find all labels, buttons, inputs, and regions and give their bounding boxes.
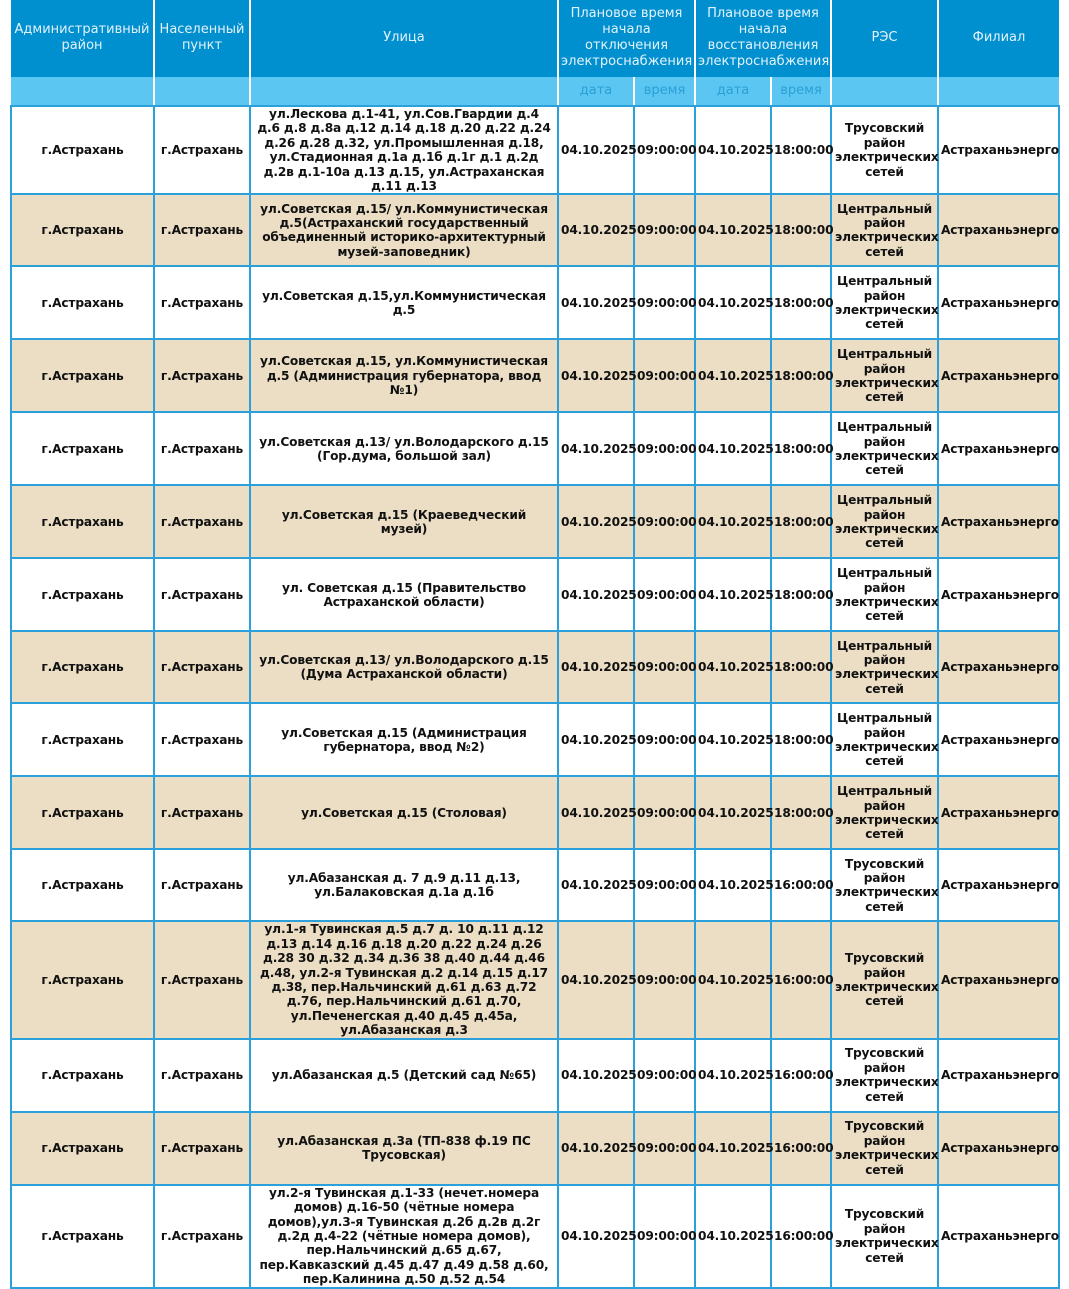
off-date-cell: 04.10.2025 xyxy=(558,1039,634,1112)
street-cell: ул.Советская д.13/ ул.Володарского д.15 (Гор.дума, большой зал) xyxy=(250,412,558,485)
settlement-cell: г.Астрахань xyxy=(154,921,250,1038)
off-time-cell: 09:00:00 xyxy=(634,1112,695,1185)
on-date-cell: 04.10.2025 xyxy=(695,412,771,485)
res-cell: Трусовский район электрических сетей xyxy=(831,849,938,921)
table-row xyxy=(11,194,1059,266)
table-row xyxy=(11,849,1059,921)
on-time-cell: 18:00:00 xyxy=(771,485,831,558)
res-cell: Центральный район электрических сетей xyxy=(831,266,938,339)
off-time-cell: 09:00:00 xyxy=(634,776,695,849)
district-cell: г.Астрахань xyxy=(11,703,154,776)
street-cell: ул.2-я Тувинская д.1-33 (нечет.номера домов) д.16-50 (чётные номера домов),ул.3-я Тувинская д.2б д.2в д.2г д.2д д.4-22 (чётные номера домов), пер.Нальчинский д.65 д.67, пер.Кавказский д.45 д.47 д.49 д.58 д.60, пер.Калинина д.50 д.52 д.54 xyxy=(250,1185,558,1288)
street-cell: ул.Советская д.15/ ул.Коммунистическая д.5(Астраханский государственный объединенный историко-архитектурный музей-заповедник) xyxy=(250,194,558,266)
street-cell: ул.Советская д.15 (Администрация губернатора, ввод №2) xyxy=(250,703,558,776)
on-date-cell: 04.10.2025 xyxy=(695,1112,771,1185)
subheader-empty xyxy=(938,77,1059,106)
settlement-cell: г.Астрахань xyxy=(154,849,250,921)
res-cell: Трусовский район электрических сетей xyxy=(831,1039,938,1112)
table-row xyxy=(11,106,1059,194)
off-date-cell: 04.10.2025 xyxy=(558,558,634,631)
district-cell: г.Астрахань xyxy=(11,1185,154,1288)
col-branch: Филиал xyxy=(938,0,1059,77)
branch-cell: Астраханьэнерго xyxy=(938,631,1059,703)
off-date-cell: 04.10.2025 xyxy=(558,1185,634,1288)
branch-cell: Астраханьэнерго xyxy=(938,106,1059,194)
subheader-empty xyxy=(11,77,154,106)
branch-cell: Астраханьэнерго xyxy=(938,266,1059,339)
table-row xyxy=(11,703,1059,776)
table-row xyxy=(11,412,1059,485)
settlement-cell: г.Астрахань xyxy=(154,1112,250,1185)
street-cell: ул.Абазанская д.3а (ТП-838 ф.19 ПС Трусовская) xyxy=(250,1112,558,1185)
off-time-cell: 09:00:00 xyxy=(634,106,695,194)
res-cell: Трусовский район электрических сетей xyxy=(831,921,938,1038)
off-time-cell: 09:00:00 xyxy=(634,1185,695,1288)
street-cell: ул.1-я Тувинская д.5 д.7 д. 10 д.11 д.12 д.13 д.14 д.16 д.18 д.20 д.22 д.24 д.26 д.28 30 д.32 д.34 д.36 38 д.40 д.44 д.46 д.48, ул.2-я Тувинская д.2 д.14 д.15 д.17 д.38, пер.Нальчинский д.61 д.63 д.72 д.76, пер.Нальчинский д.61 д.70, ул.Печенегская д.40 д.45 д.45а, ул.Абазанская д.3 xyxy=(250,921,558,1038)
off-date-cell: 04.10.2025 xyxy=(558,339,634,412)
district-cell: г.Астрахань xyxy=(11,1039,154,1112)
table-row xyxy=(11,558,1059,631)
table-row xyxy=(11,1039,1059,1112)
off-date-cell: 04.10.2025 xyxy=(558,485,634,558)
on-date-cell: 04.10.2025 xyxy=(695,849,771,921)
off-date-cell: 04.10.2025 xyxy=(558,631,634,703)
street-cell: ул.Лескова д.1-41, ул.Сов.Гвардии д.4 д.6 д.8 д.8а д.12 д.14 д.18 д.20 д.22 д.24 д.26 д.28 д.32, ул.Промышленная д.18, ул.Стадионная д.1а д.1б д.1г д.1 д.2д д.2в д.1-10а д.13 д.15, ул.Астраханская д.11 д.13 xyxy=(250,106,558,194)
street-cell: ул.Абазанская д.5 (Детский сад №65) xyxy=(250,1039,558,1112)
res-cell: Трусовский район электрических сетей xyxy=(831,1185,938,1288)
settlement-cell: г.Астрахань xyxy=(154,194,250,266)
subheader-empty xyxy=(831,77,938,106)
street-cell: ул.Советская д.15, ул.Коммунистическая д.5 (Администрация губернатора, ввод №1) xyxy=(250,339,558,412)
table-row xyxy=(11,776,1059,849)
off-time-cell: 09:00:00 xyxy=(634,631,695,703)
settlement-cell: г.Астрахань xyxy=(154,339,250,412)
off-time-cell: 09:00:00 xyxy=(634,1039,695,1112)
subheader-on-date: дата xyxy=(695,77,771,106)
table-row xyxy=(11,631,1059,703)
district-cell: г.Астрахань xyxy=(11,194,154,266)
table-row xyxy=(11,1112,1059,1185)
on-time-cell: 16:00:00 xyxy=(771,1112,831,1185)
street-cell: ул.Абазанская д. 7 д.9 д.11 д.13, ул.Балаковская д.1а д.1б xyxy=(250,849,558,921)
header-row xyxy=(11,0,1059,77)
branch-cell: Астраханьэнерго xyxy=(938,1112,1059,1185)
district-cell: г.Астрахань xyxy=(11,1112,154,1185)
subheader-on-time: время xyxy=(771,77,831,106)
district-cell: г.Астрахань xyxy=(11,266,154,339)
branch-cell: Астраханьэнерго xyxy=(938,703,1059,776)
on-time-cell: 18:00:00 xyxy=(771,412,831,485)
col-street: Улица xyxy=(250,0,558,77)
street-cell: ул.Советская д.15,ул.Коммунистическая д.5 xyxy=(250,266,558,339)
settlement-cell: г.Астрахань xyxy=(154,776,250,849)
outage-table xyxy=(10,0,1060,1289)
district-cell: г.Астрахань xyxy=(11,339,154,412)
res-cell: Центральный район электрических сетей xyxy=(831,412,938,485)
off-date-cell: 04.10.2025 xyxy=(558,849,634,921)
street-cell: ул.Советская д.15 (Столовая) xyxy=(250,776,558,849)
table-row xyxy=(11,339,1059,412)
on-time-cell: 18:00:00 xyxy=(771,631,831,703)
off-date-cell: 04.10.2025 xyxy=(558,1112,634,1185)
on-time-cell: 18:00:00 xyxy=(771,339,831,412)
off-time-cell: 09:00:00 xyxy=(634,921,695,1038)
district-cell: г.Астрахань xyxy=(11,485,154,558)
on-date-cell: 04.10.2025 xyxy=(695,194,771,266)
district-cell: г.Астрахань xyxy=(11,558,154,631)
on-time-cell: 16:00:00 xyxy=(771,1039,831,1112)
subheader-row xyxy=(11,77,1059,106)
on-time-cell: 18:00:00 xyxy=(771,776,831,849)
on-date-cell: 04.10.2025 xyxy=(695,631,771,703)
off-time-cell: 09:00:00 xyxy=(634,194,695,266)
branch-cell: Астраханьэнерго xyxy=(938,339,1059,412)
off-time-cell: 09:00:00 xyxy=(634,485,695,558)
col-res: РЭС xyxy=(831,0,938,77)
settlement-cell: г.Астрахань xyxy=(154,631,250,703)
branch-cell: Астраханьэнерго xyxy=(938,194,1059,266)
district-cell: г.Астрахань xyxy=(11,776,154,849)
col-admin-district: Административный район xyxy=(11,0,154,77)
settlement-cell: г.Астрахань xyxy=(154,412,250,485)
branch-cell: Астраханьэнерго xyxy=(938,412,1059,485)
on-time-cell: 16:00:00 xyxy=(771,921,831,1038)
on-time-cell: 16:00:00 xyxy=(771,1185,831,1288)
street-cell: ул. Советская д.15 (Правительство Астраханской области) xyxy=(250,558,558,631)
on-date-cell: 04.10.2025 xyxy=(695,1185,771,1288)
off-time-cell: 09:00:00 xyxy=(634,339,695,412)
on-time-cell: 16:00:00 xyxy=(771,849,831,921)
off-date-cell: 04.10.2025 xyxy=(558,776,634,849)
res-cell: Трусовский район электрических сетей xyxy=(831,106,938,194)
district-cell: г.Астрахань xyxy=(11,412,154,485)
settlement-cell: г.Астрахань xyxy=(154,558,250,631)
branch-cell: Астраханьэнерго xyxy=(938,849,1059,921)
on-date-cell: 04.10.2025 xyxy=(695,703,771,776)
on-date-cell: 04.10.2025 xyxy=(695,106,771,194)
street-cell: ул.Советская д.15 (Краеведческий музей) xyxy=(250,485,558,558)
branch-cell: Астраханьэнерго xyxy=(938,1185,1059,1288)
subheader-empty xyxy=(250,77,558,106)
street-cell: ул.Советская д.13/ ул.Володарского д.15 (Дума Астраханской области) xyxy=(250,631,558,703)
res-cell: Центральный район электрических сетей xyxy=(831,703,938,776)
res-cell: Центральный район электрических сетей xyxy=(831,631,938,703)
district-cell: г.Астрахань xyxy=(11,849,154,921)
settlement-cell: г.Астрахань xyxy=(154,1039,250,1112)
col-settlement: Населенный пункт xyxy=(154,0,250,77)
table-row xyxy=(11,921,1059,1038)
table-row xyxy=(11,485,1059,558)
res-cell: Трусовский район электрических сетей xyxy=(831,1112,938,1185)
on-date-cell: 04.10.2025 xyxy=(695,339,771,412)
res-cell: Центральный район электрических сетей xyxy=(831,558,938,631)
on-time-cell: 18:00:00 xyxy=(771,194,831,266)
res-cell: Центральный район электрических сетей xyxy=(831,194,938,266)
on-date-cell: 04.10.2025 xyxy=(695,558,771,631)
branch-cell: Астраханьэнерго xyxy=(938,776,1059,849)
on-date-cell: 04.10.2025 xyxy=(695,1039,771,1112)
subheader-empty xyxy=(154,77,250,106)
district-cell: г.Астрахань xyxy=(11,106,154,194)
on-date-cell: 04.10.2025 xyxy=(695,266,771,339)
on-date-cell: 04.10.2025 xyxy=(695,485,771,558)
off-date-cell: 04.10.2025 xyxy=(558,266,634,339)
off-date-cell: 04.10.2025 xyxy=(558,921,634,1038)
on-time-cell: 18:00:00 xyxy=(771,558,831,631)
settlement-cell: г.Астрахань xyxy=(154,703,250,776)
col-planned-restore: Плановое время начала восстановления электроснабжения xyxy=(695,0,831,77)
col-planned-off: Плановое время начала отключения электроснабжения xyxy=(558,0,695,77)
off-time-cell: 09:00:00 xyxy=(634,849,695,921)
on-time-cell: 18:00:00 xyxy=(771,266,831,339)
table-row xyxy=(11,266,1059,339)
res-cell: Центральный район электрических сетей xyxy=(831,485,938,558)
on-date-cell: 04.10.2025 xyxy=(695,921,771,1038)
off-date-cell: 04.10.2025 xyxy=(558,194,634,266)
off-date-cell: 04.10.2025 xyxy=(558,412,634,485)
settlement-cell: г.Астрахань xyxy=(154,1185,250,1288)
district-cell: г.Астрахань xyxy=(11,921,154,1038)
on-time-cell: 18:00:00 xyxy=(771,703,831,776)
off-date-cell: 04.10.2025 xyxy=(558,703,634,776)
subheader-off-time: время xyxy=(634,77,695,106)
branch-cell: Астраханьэнерго xyxy=(938,921,1059,1038)
off-time-cell: 09:00:00 xyxy=(634,412,695,485)
district-cell: г.Астрахань xyxy=(11,631,154,703)
off-time-cell: 09:00:00 xyxy=(634,703,695,776)
on-time-cell: 18:00:00 xyxy=(771,106,831,194)
subheader-off-date: дата xyxy=(558,77,634,106)
table-row xyxy=(11,1185,1059,1288)
branch-cell: Астраханьэнерго xyxy=(938,1039,1059,1112)
off-time-cell: 09:00:00 xyxy=(634,558,695,631)
settlement-cell: г.Астрахань xyxy=(154,485,250,558)
off-time-cell: 09:00:00 xyxy=(634,266,695,339)
res-cell: Центральный район электрических сетей xyxy=(831,339,938,412)
settlement-cell: г.Астрахань xyxy=(154,266,250,339)
on-date-cell: 04.10.2025 xyxy=(695,776,771,849)
branch-cell: Астраханьэнерго xyxy=(938,558,1059,631)
branch-cell: Астраханьэнерго xyxy=(938,485,1059,558)
settlement-cell: г.Астрахань xyxy=(154,106,250,194)
res-cell: Центральный район электрических сетей xyxy=(831,776,938,849)
off-date-cell: 04.10.2025 xyxy=(558,106,634,194)
